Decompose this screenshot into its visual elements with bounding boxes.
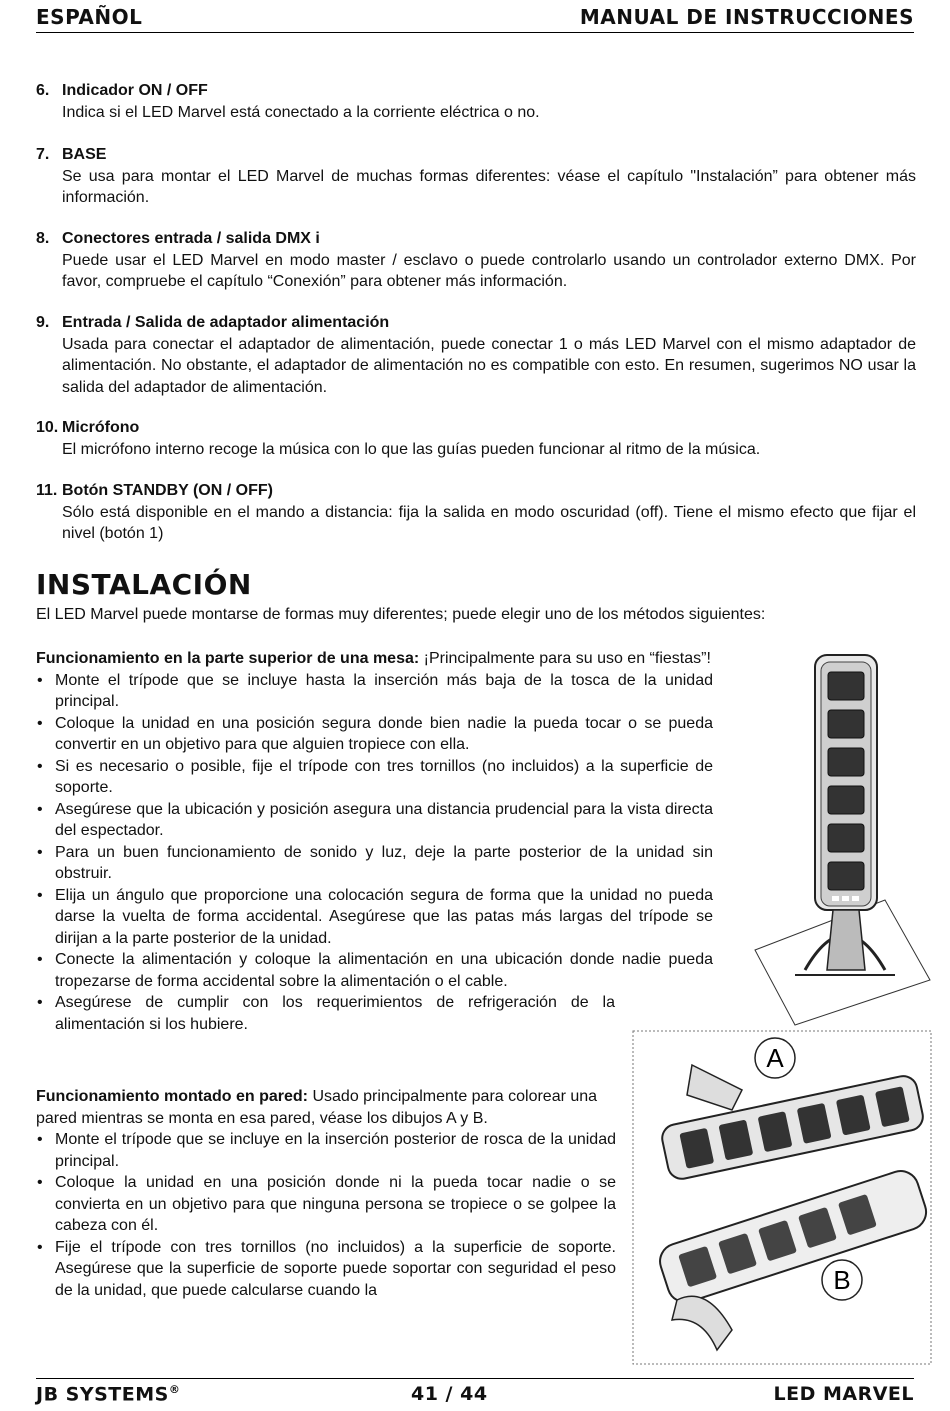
item-number: 11. — [36, 482, 58, 499]
item-number: 9. — [36, 314, 50, 331]
list-item: • Para un buen funcionamiento de sonido y luz, deje la parte posterior de la unidad sin obstruir. — [36, 842, 713, 885]
list-item: • Asegúrese que la ubicación y posición asegura una distancia prudencial para la vista directa del espectador. — [36, 799, 713, 842]
wall-mount-lead-text: Usado principalmente para colorear una pared mientras se monta en esa pared, véase los dibujos A y B. — [36, 1088, 598, 1127]
item-10 — [36, 417, 916, 460]
table-mount-lead-bold: Funcionamiento en la parte superior de una mesa: — [36, 650, 420, 667]
section-title: INSTALACIÓN — [36, 568, 252, 601]
item-number: 8. — [36, 230, 50, 247]
footer-brand-text: JB SYSTEMS — [36, 1383, 169, 1406]
item-title: Indicador ON / OFF — [62, 82, 208, 99]
page-footer — [36, 1378, 914, 1409]
item-title: Conectores entrada / salida DMX i — [62, 230, 320, 247]
item-description: Usada para conectar el adaptador de alimentación, puede conectar 1 o más LED Marvel con el mismo adaptador de alimentación. No obstante, el adaptador de alimentación no es compatible con esto. En resumen, sugerimos NO usar la salida del adaptador de alimentación. — [62, 335, 916, 396]
item-title: Botón STANDBY (ON / OFF) — [62, 482, 273, 499]
wall-mount-section — [36, 1086, 616, 1301]
wall-mount-illustration — [632, 1030, 932, 1365]
item-title: Micrófono — [62, 419, 140, 436]
table-mount-lead — [36, 648, 713, 670]
list-item: • Monte el trípode que se incluye en la inserción posterior de rosca de la unidad principal. — [36, 1129, 616, 1172]
list-item: • Coloque la unidad en una posición donde ni la pueda tocar nadie o se convierta en un objetivo para que ninguna persona se tropiece o se golpee la cabeza con él. — [36, 1172, 616, 1237]
item-title: BASE — [62, 146, 107, 163]
item-number: 6. — [36, 82, 50, 99]
item-6 — [36, 80, 916, 123]
section-intro: El LED Marvel puede montarse de formas muy diferentes; puede elegir uno de los métodos siguientes: — [36, 606, 766, 623]
page-header — [36, 2, 914, 33]
table-mount-lead-text: ¡Principalmente para su uso en “fiestas”! — [419, 650, 711, 667]
tabletop-mount-illustration — [735, 650, 935, 1030]
figure-label-b: B — [833, 1265, 851, 1295]
list-item: • Fije el trípode con tres tornillos (no incluidos) a la superficie de soporte. Asegúrese que la superficie de soporte puede soportar con seguridad el peso de la unidad, que puede calcularse cuando la — [36, 1237, 616, 1302]
table-mount-list — [36, 670, 713, 1036]
item-7 — [36, 144, 916, 209]
registered-mark: ® — [168, 1383, 181, 1396]
wall-mount-list — [36, 1129, 616, 1301]
item-8 — [36, 228, 916, 293]
list-item: • Monte el trípode que se incluye hasta la inserción más baja de la tosca de la unidad principal. — [36, 670, 713, 713]
header-manual-title: MANUAL DE INSTRUCCIONES — [579, 5, 914, 29]
list-item: • Coloque la unidad en una posición segura donde bien nadie la pueda tocar o se pueda convertir en un objetivo para que alguien tropiece con ella. — [36, 713, 713, 756]
header-language: ESPAÑOL — [36, 5, 143, 29]
list-item: • Elija un ángulo que proporcione una colocación segura de forma que la unidad no pueda darse la vuelta de forma accidental. Asegúrese que las patas más largas del trípode se dirijan a la parte posterior de la unidad. — [36, 885, 713, 950]
item-description: Sólo está disponible en el mando a distancia: fija la salida en modo oscuridad (off). Tiene el mismo efecto que fijar el nivel (botón 1) — [62, 503, 916, 542]
item-9 — [36, 312, 916, 398]
page-number: 41 / 44 — [411, 1383, 488, 1405]
figure-label-a: A — [766, 1043, 784, 1073]
list-item: • Si es necesario o posible, fije el trípode con tres tornillos (no incluidos) a la superficie de soporte. — [36, 756, 713, 799]
list-item: • Conecte la alimentación y coloque la alimentación en una ubicación donde nadie pueda tropezarse de forma accidental sobre la alimentación o el cable. — [36, 949, 713, 992]
footer-brand — [36, 1383, 180, 1405]
item-number: 7. — [36, 146, 50, 163]
item-title: Entrada / Salida de adaptador alimentación — [62, 314, 390, 331]
wall-mount-lead — [36, 1086, 616, 1129]
item-number: 10. — [36, 419, 59, 436]
item-11 — [36, 480, 916, 545]
wall-mount-lead-bold: Funcionamiento montado en pared: — [36, 1088, 309, 1105]
item-description: El micrófono interno recoge la música con lo que las guías pueden funcionar al ritmo de la música. — [62, 440, 761, 458]
list-item: • Asegúrese de cumplir con los requerimientos de refrigeración de la alimentación si los hubiere. — [36, 992, 615, 1035]
table-mount-section — [36, 648, 713, 1035]
footer-product: LED MARVEL — [773, 1383, 914, 1405]
item-description: Se usa para montar el LED Marvel de muchas formas diferentes: véase el capítulo "Instalación” para obtener más información. — [62, 167, 916, 206]
item-description: Indica si el LED Marvel está conectado a la corriente eléctrica o no. — [62, 103, 540, 121]
item-description: Puede usar el LED Marvel en modo master / esclavo o puede controlarlo usando un controlador externo DMX. Por favor, compruebe el capítulo “Conexión” para obtener más información. — [62, 251, 916, 290]
